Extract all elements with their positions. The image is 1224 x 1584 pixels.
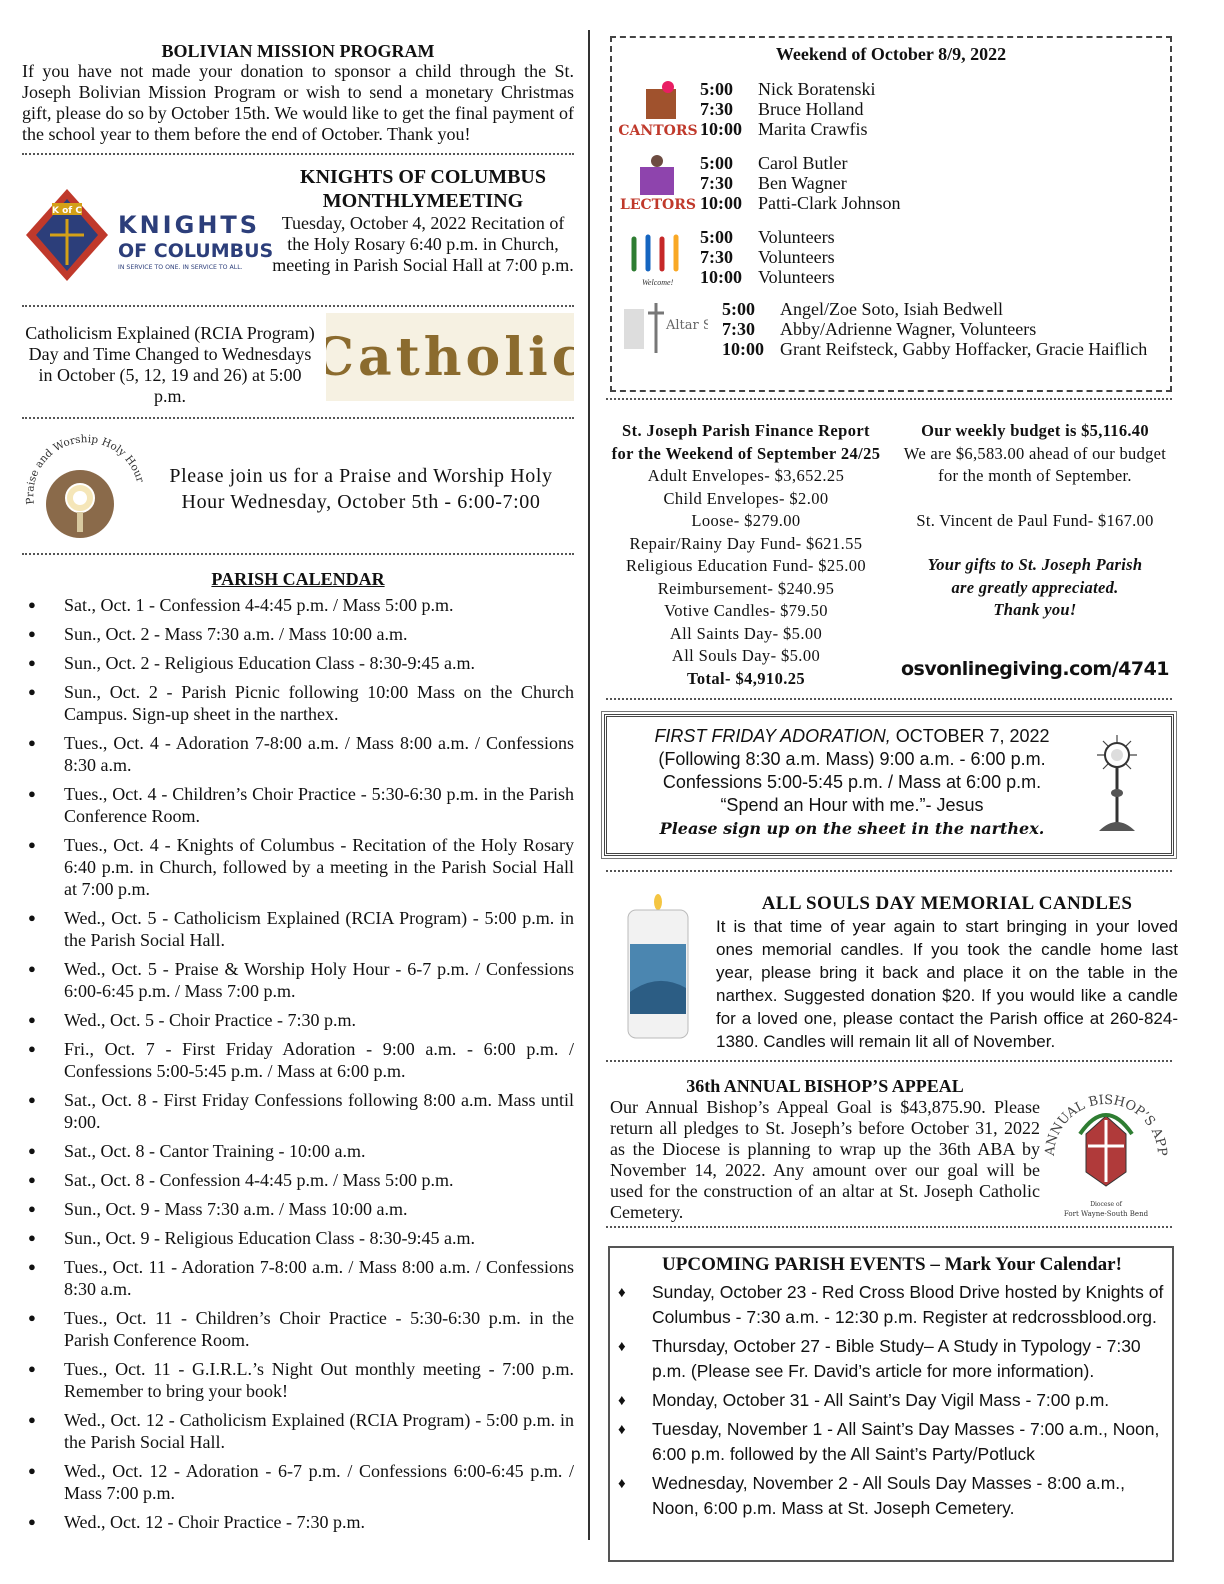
- mass-time: 10:00: [700, 267, 742, 287]
- kofc-logo-tagline: IN SERVICE TO ONE. IN SERVICE TO ALL.: [118, 264, 243, 271]
- finance-line: Repair/Rainy Day Fund- $621.55: [629, 533, 863, 553]
- bishop-appeal-title: 36th ANNUAL BISHOP’S APPEAL: [686, 1076, 964, 1096]
- minister-names: Ben Wagner: [758, 173, 847, 193]
- bishop-appeal-seal: [1040, 1076, 1178, 1226]
- calendar-list: [22, 594, 574, 1533]
- bishop-appeal-body: Our Annual Bishop’s Appeal Goal is $43,875.90. Please return all pledges to St. Joseph’s before October 31, 2022 as the Diocese is planning to wrap up the 36th ABA by November 14, 2022. Any amount over our goal will be used for the construction of an altar at St. Joseph Catholic Cemetery.: [610, 1097, 1040, 1222]
- divider: [606, 870, 1172, 872]
- adoration-text: [617, 725, 1087, 840]
- thanks-2: are greatly appreciated.: [951, 577, 1119, 597]
- minister-names: Volunteers: [758, 227, 835, 247]
- right-column: [600, 30, 1178, 1562]
- calendar-item: ● Tues., Oct. 11 - G.I.R.L.’s Night Out monthly meeting - 7:00 p.m. Remember to bring your book!: [22, 1358, 574, 1402]
- mass-time: 10:00: [700, 193, 742, 213]
- finance-line: Votive Candles- $79.50: [664, 601, 828, 620]
- budget-ahead: We are $6,583.00 ahead of our budget for the month of September.: [903, 443, 1167, 485]
- calendar-item: ● Wed., Oct. 5 - Catholicism Explained (RCIA Program) - 5:00 p.m. in the Parish Social Hall.: [22, 907, 574, 951]
- ministry-icon-label: Altar S: [666, 318, 708, 333]
- ministry-assignment: [722, 299, 1147, 319]
- minister-names: Carol Butler: [758, 153, 848, 173]
- adoration-line-5: Please sign up on the sheet in the narthex.: [659, 819, 1045, 838]
- ministry-group: [618, 79, 1164, 139]
- divider: [606, 1226, 1172, 1228]
- mass-time: 7:30: [700, 247, 733, 267]
- ministry-icon-label: Welcome!: [642, 278, 674, 287]
- candles-section: [600, 892, 1178, 1060]
- minister-names: Nick Boratenski: [758, 79, 876, 99]
- upcoming-events-box: [608, 1246, 1174, 1562]
- divider: [606, 698, 1172, 700]
- mass-time: 5:00: [700, 79, 733, 99]
- upcoming-item: ♦ Tuesday, November 1 - All Saint’s Day Masses - 7:00 a.m., Noon, 6:00 p.m. followed by the All Saint’s Party/Potluck: [618, 1417, 1166, 1467]
- calendar-item: ● Sat., Oct. 1 - Confession 4-4:45 p.m. / Mass 5:00 p.m.: [22, 594, 574, 616]
- ministry-icon-label: CANTORS: [618, 123, 698, 139]
- upcoming-item: ♦ Wednesday, November 2 - All Souls Day Masses - 8:00 a.m., Noon, 6:00 p.m. Mass at St. Joseph Cemetery.: [618, 1471, 1166, 1521]
- bolivian-section: [22, 40, 574, 145]
- divider: [606, 1060, 1172, 1062]
- ministry-names: [700, 153, 901, 213]
- adoration-date: OCTOBER 7, 2022: [890, 726, 1050, 746]
- ministry-schedule: [610, 36, 1172, 392]
- divider: [22, 305, 574, 307]
- ministry-title: Weekend of October 8/9, 2022: [775, 44, 1007, 64]
- calendar-item: ● Tues., Oct. 4 - Adoration 7-8:00 a.m. / Mass 8:00 a.m. / Confessions 8:30 a.m.: [22, 732, 574, 776]
- calendar-title: PARISH CALENDAR: [211, 569, 385, 589]
- seal-arc-text: ANNUAL BISHOP’S APP: [1042, 1092, 1170, 1157]
- knights-logo: [22, 185, 272, 285]
- bolivian-body: If you have not made your donation to sponsor a child through the St. Joseph Bolivian Mission Program or wish to send a monetary Christmas gift, please do so by October 15th. We would like to get the final payment of the school year to them before the end of October. Thank you!: [22, 61, 574, 144]
- candles-title: ALL SOULS DAY MEMORIAL CANDLES: [761, 893, 1133, 914]
- knights-body: Tuesday, October 4, 2022 Recitation of the Holy Rosary 6:40 p.m. in Church, meeting in Parish Social Hall at 7:00 p.m.: [272, 213, 574, 275]
- candles-body: It is that time of year again to start bringing in your loved ones memorial candles. If you took the candle home last year, please bring it back and place it on the table in the narthex. Suggested donation $20. If you would like a candle for a loved one, please contact the Parish office at 260-824-1380. Candles will remain lit all of November.: [716, 917, 1178, 1051]
- catholic-wordart-image: [326, 313, 574, 401]
- calendar-item: ● Tues., Oct. 4 - Knights of Columbus - Recitation of the Holy Rosary 6:40 p.m. in Church, followed by a meeting in the Parish Social Hall at 7:00 p.m.: [22, 834, 574, 900]
- ministry-assignment: [700, 153, 901, 173]
- knights-text: [272, 165, 574, 305]
- ministry-assignment: [700, 173, 901, 193]
- praise-body: Please join us for a Praise and Worship Holy Hour Wednesday, October 5th - 6:00-7:00: [169, 465, 553, 513]
- finance-line: All Saints Day- $5.00: [669, 623, 823, 643]
- minister-names: Patti-Clark Johnson: [758, 193, 901, 213]
- minister-names: Grant Reifsteck, Gabby Hoffacker, Gracie Haiflich: [780, 339, 1148, 359]
- finance-line: Reimbursement- $240.95: [657, 578, 835, 598]
- calendar-item: ● Wed., Oct. 12 - Choir Practice - 7:30 p.m.: [22, 1511, 574, 1533]
- upcoming-item: ♦ Sunday, October 23 - Red Cross Blood Drive hosted by Knights of Columbus - 7:30 a.m. - 12:30 p.m. Register at redcrossblood.org.: [618, 1280, 1166, 1330]
- catholicism-body: Catholicism Explained (RCIA Program) Day and Time Changed to Wednesdays in October (5, 12, 19 and 26) at 5:00 p.m.: [25, 323, 315, 406]
- kofc-logo-line2: OF COLUMBUS: [118, 240, 272, 262]
- bolivian-title: BOLIVIAN MISSION PROGRAM: [161, 41, 435, 61]
- adoration-line-2: (Following 8:30 a.m. Mass) 9:00 a.m. - 6:00 p.m.: [658, 749, 1046, 769]
- calendar-item: ● Wed., Oct. 5 - Praise & Worship Holy Hour - 6-7 p.m. / Confessions 6:00-6:45 p.m. / Mass 7:00 p.m.: [22, 958, 574, 1002]
- kofc-emblem-text: K of C: [52, 206, 82, 216]
- kofc-logo-line1: KNIGHTS: [118, 211, 261, 239]
- altar-servers-icon: [618, 299, 722, 359]
- ministry-assignment: [700, 267, 835, 287]
- svdp-fund: St. Vincent de Paul Fund- $167.00: [916, 510, 1154, 530]
- left-column: [22, 36, 574, 1540]
- finance-total: Total- $4,910.25: [686, 668, 806, 688]
- calendar-item: ● Sun., Oct. 9 - Mass 7:30 a.m. / Mass 10:00 a.m.: [22, 1198, 574, 1220]
- ministry-names: [700, 79, 875, 139]
- mass-time: 7:30: [722, 319, 755, 339]
- calendar-item: ● Tues., Oct. 11 - Children’s Choir Practice - 5:30-6:30 p.m. in the Parish Conference Room.: [22, 1307, 574, 1351]
- minister-names: Volunteers: [758, 267, 835, 287]
- knights-title-2: MONTHLYMEETING: [322, 190, 524, 212]
- column-divider: [588, 30, 590, 1540]
- ministry-assignment: [700, 247, 835, 267]
- ministry-assignment: [700, 79, 875, 99]
- praise-arc-text: Praise and Worship Holy Hour: [24, 434, 147, 506]
- finance-line: All Souls Day- $5.00: [671, 646, 821, 665]
- calendar-item: ● Sun., Oct. 2 - Religious Education Class - 8:30-9:45 a.m.: [22, 652, 574, 674]
- mass-time: 7:30: [700, 173, 733, 193]
- memorial-candle-image: [614, 892, 704, 1042]
- monstrance-image: [22, 434, 148, 544]
- ministry-assignment: [700, 227, 835, 247]
- minister-names: Bruce Holland: [758, 99, 864, 119]
- knights-title-1: KNIGHTS OF COLUMBUS: [300, 166, 546, 188]
- thanks-1: Your gifts to St. Joseph Parish: [927, 555, 1143, 574]
- greeters-icon: [618, 227, 700, 287]
- thanks-3: Thank you!: [993, 600, 1077, 619]
- finance-summary: [892, 420, 1178, 690]
- upcoming-item: ♦ Monday, October 31 - All Saint’s Day Vigil Mass - 7:00 p.m.: [618, 1388, 1166, 1413]
- finance-section: [600, 420, 1178, 690]
- calendar-item: ● Sat., Oct. 8 - Cantor Training - 10:00 a.m.: [22, 1140, 574, 1162]
- calendar-item: ● Sun., Oct. 2 - Mass 7:30 a.m. / Mass 10:00 a.m.: [22, 623, 574, 645]
- mass-time: 5:00: [700, 153, 733, 173]
- finance-line: Adult Envelopes- $3,652.25: [647, 466, 845, 485]
- monstrance-icon: [1077, 727, 1157, 839]
- calendar-item: ● Wed., Oct. 5 - Choir Practice - 7:30 p.m.: [22, 1009, 574, 1031]
- ministry-icon-label: LECTORS: [619, 197, 697, 213]
- ministry-assignment: [700, 119, 875, 139]
- upcoming-title: UPCOMING PARISH EVENTS – Mark Your Calendar!: [662, 1254, 1122, 1275]
- catholic-wordart-text: Catholic: [326, 327, 574, 388]
- minister-names: Angel/Zoe Soto, Isiah Bedwell: [780, 299, 1003, 319]
- ministry-group: [618, 227, 1164, 287]
- minister-names: Abby/Adrienne Wagner, Volunteers: [780, 319, 1037, 339]
- ministry-assignment: [722, 319, 1147, 339]
- seal-sub-1: Diocese of: [1090, 1201, 1122, 1208]
- divider: [606, 398, 1172, 400]
- ministry-names: [722, 299, 1147, 359]
- adoration-line-3: Confessions 5:00-5:45 p.m. / Mass at 6:00 p.m.: [662, 772, 1042, 792]
- calendar-item: ● Tues., Oct. 4 - Children’s Choir Practice - 5:30-6:30 p.m. in the Parish Conference Room.: [22, 783, 574, 827]
- adoration-heading: FIRST FRIDAY ADORATION,: [654, 726, 891, 746]
- online-giving-link[interactable]: osvonlinegiving.com/4741: [900, 657, 1170, 680]
- calendar-item: ● Sun., Oct. 9 - Religious Education Class - 8:30-9:45 a.m.: [22, 1227, 574, 1249]
- minister-names: Volunteers: [758, 247, 835, 267]
- calendar-item: ● Sat., Oct. 8 - Confession 4-4:45 p.m. / Mass 5:00 p.m.: [22, 1169, 574, 1191]
- bishop-appeal-section: [610, 1076, 1178, 1226]
- upcoming-item: ♦ Thursday, October 27 - Bible Study– A Study in Typology - 7:30 p.m. (Please see Fr. David’s article for more information).: [618, 1334, 1166, 1384]
- divider: [22, 417, 574, 419]
- divider: [22, 153, 574, 155]
- ministry-assignment: [700, 193, 901, 213]
- finance-report: [600, 420, 892, 690]
- ministry-names: [700, 227, 835, 287]
- cantors-icon: [618, 79, 700, 139]
- calendar-item: ● Sun., Oct. 2 - Parish Picnic following 10:00 Mass on the Church Campus. Sign-up sheet in the narthex.: [22, 681, 574, 725]
- ministry-group: [618, 153, 1164, 213]
- upcoming-list: [618, 1280, 1166, 1521]
- weekly-budget: Our weekly budget is $5,116.40: [921, 421, 1149, 440]
- catholicism-section: [22, 313, 574, 417]
- calendar-item: ● Wed., Oct. 12 - Adoration - 6-7 p.m. / Confessions 6:00-6:45 p.m. / Mass 7:00 p.m.: [22, 1460, 574, 1504]
- finance-line: Loose- $279.00: [691, 511, 801, 530]
- finance-title-1: St. Joseph Parish Finance Report: [622, 421, 870, 440]
- candles-text: [704, 892, 1178, 1060]
- praise-section: [22, 429, 574, 549]
- seal-sub-2: Fort Wayne-South Bend: [1063, 1210, 1149, 1218]
- calendar-item: ● Tues., Oct. 11 - Adoration 7-8:00 a.m. / Mass 8:00 a.m. / Confessions 8:30 a.m.: [22, 1256, 574, 1300]
- calendar-item: ● Sat., Oct. 8 - First Friday Confessions following 8:00 a.m. Mass until 9:00.: [22, 1089, 574, 1133]
- mass-time: 5:00: [722, 299, 755, 319]
- adoration-line-4: “Spend an Hour with me.”- Jesus: [720, 795, 984, 815]
- finance-title-2: for the Weekend of September 24/25: [611, 443, 881, 463]
- mass-time: 5:00: [700, 227, 733, 247]
- calendar-item: ● Fri., Oct. 7 - First Friday Adoration - 9:00 a.m. - 6:00 p.m. / Confessions 5:00-5:45 p.m. / Mass at 6:00 p.m.: [22, 1038, 574, 1082]
- ministry-assignment: [722, 339, 1147, 359]
- mass-time: 7:30: [700, 99, 733, 119]
- divider: [22, 553, 574, 555]
- adoration-box: [604, 714, 1174, 856]
- mass-time: 10:00: [700, 119, 742, 139]
- minister-names: Marita Crawfis: [758, 119, 868, 139]
- ministry-group: [618, 299, 1164, 359]
- finance-line: Child Envelopes- $2.00: [663, 488, 829, 508]
- knights-section: [22, 165, 574, 305]
- bishop-appeal-text: [610, 1076, 1040, 1226]
- lectors-icon: [618, 153, 700, 213]
- finance-line: Religious Education Fund- $25.00: [625, 556, 867, 575]
- mass-time: 10:00: [722, 339, 764, 359]
- calendar-item: ● Wed., Oct. 12 - Catholicism Explained (RCIA Program) - 5:00 p.m. in the Parish Social Hall.: [22, 1409, 574, 1453]
- ministry-assignment: [700, 99, 875, 119]
